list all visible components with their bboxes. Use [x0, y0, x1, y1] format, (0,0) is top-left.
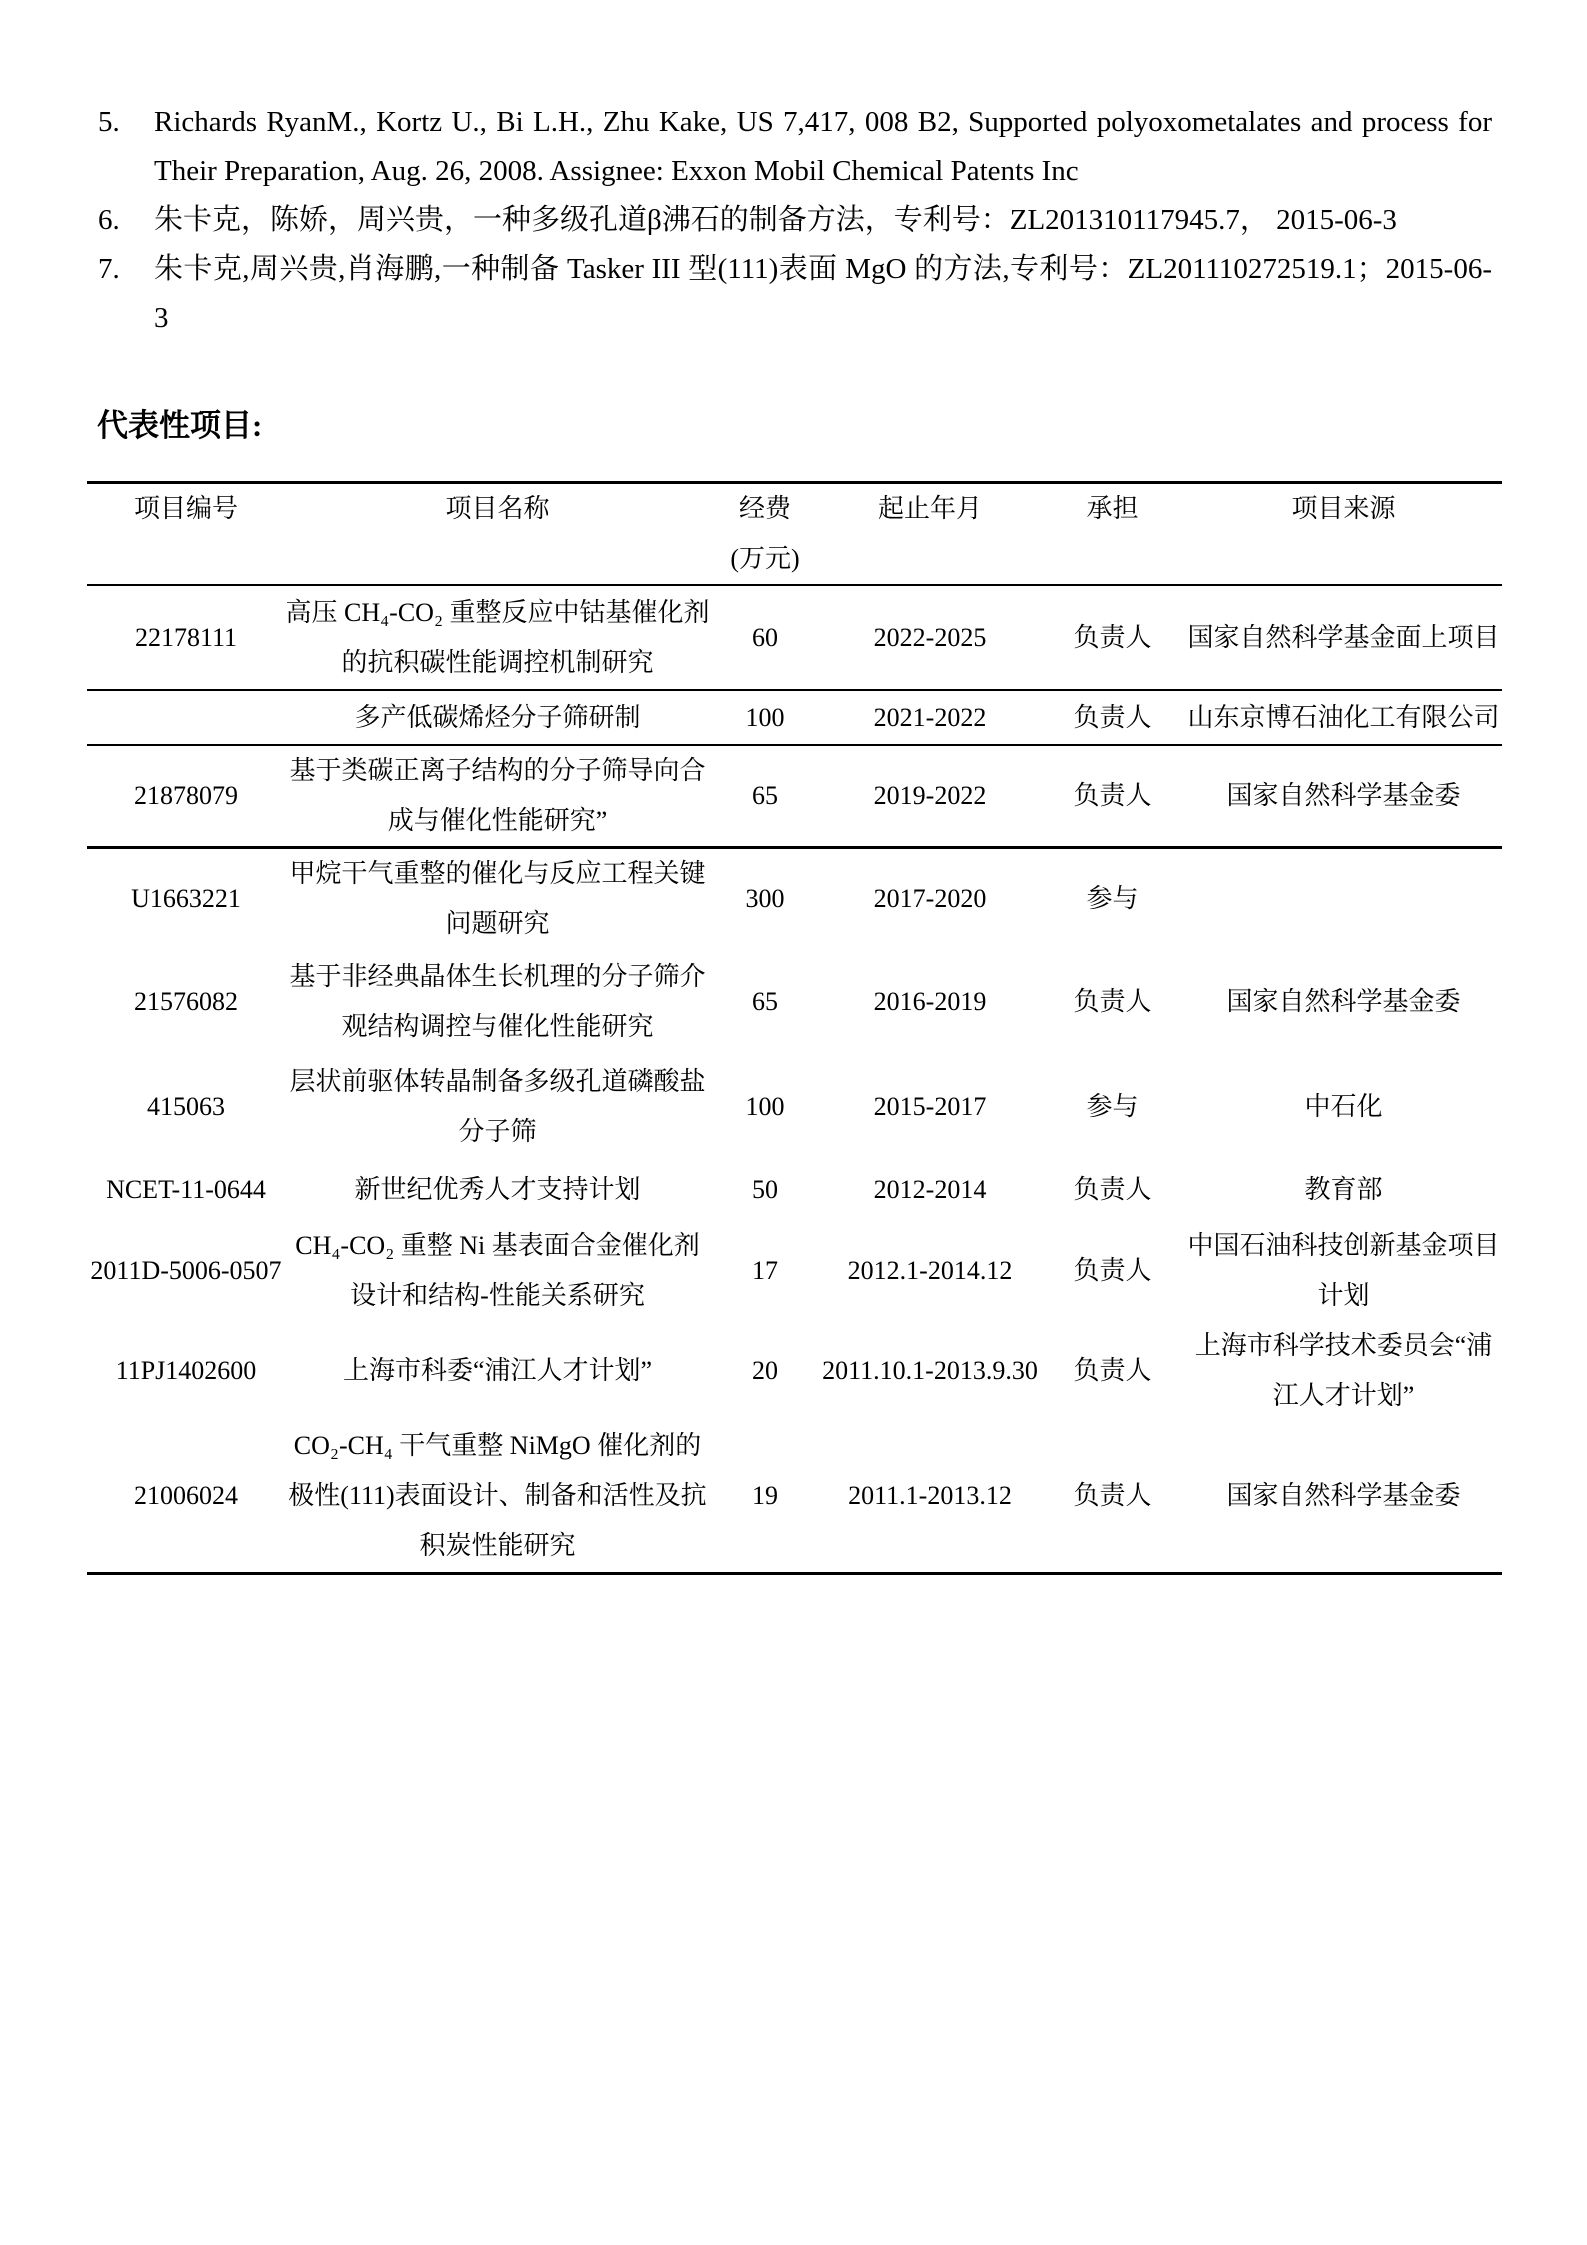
period-cell: 2017-2020 — [873, 884, 987, 913]
fund-cell: 65 — [752, 781, 778, 810]
project-name-cell: 多产低碳烯烃分子筛研制 — [354, 702, 641, 732]
fund-cell: 100 — [745, 702, 785, 732]
fund-cell: 17 — [752, 1256, 778, 1285]
patent-list — [98, 98, 1492, 343]
project-name-cell: 层状前驱体转晶制备多级孔道磷酸盐分子筛 — [289, 1066, 706, 1146]
table-row — [87, 848, 1502, 950]
source-cell: 国家自然科学基金委 — [1226, 781, 1461, 810]
period-cell: 2016-2019 — [873, 986, 987, 1016]
project-id-cell — [87, 690, 285, 745]
header-project-id: 项目编号 — [133, 494, 238, 523]
fund-cell: 50 — [752, 1175, 778, 1204]
role-cell: 负责人 — [1073, 1481, 1152, 1511]
projects-table-body — [87, 585, 1502, 1573]
project-id-cell: U1663221 — [131, 884, 241, 913]
role-cell: 参与 — [1086, 1091, 1139, 1121]
table-row — [87, 1321, 1502, 1421]
header-period: 起止年月 — [877, 494, 982, 523]
fund-cell: 20 — [752, 1356, 778, 1385]
source-cell — [1185, 848, 1502, 950]
project-name-cell: 上海市科委“浦江人才计划” — [342, 1356, 653, 1385]
role-cell: 负责人 — [1073, 1356, 1152, 1385]
period-cell: 2021-2022 — [873, 702, 987, 732]
period-cell: 2012.1-2014.12 — [847, 1256, 1013, 1285]
period-cell: 2022-2025 — [873, 622, 987, 652]
list-item-number: 7. — [98, 253, 120, 285]
role-cell: 负责人 — [1073, 781, 1152, 810]
project-id-cell: 21878079 — [134, 781, 238, 810]
role-cell: 负责人 — [1073, 1175, 1152, 1204]
project-name-cell: 高压 CH₄-CO₂ 重整反应中钴基催化剂的抗积碳性能调控机制研究 — [285, 597, 710, 677]
table-row — [87, 1221, 1502, 1321]
fund-cell: 19 — [752, 1481, 778, 1511]
list-item-text: Richards RyanM., Kortz U., Bi L.H., Zhu Kake, US 7,417, 008 B2, Supported polyoxometalates and process for Their Preparation, Aug. 26, 2008. Assignee: Exxon Mobil Chemical Patents Inc — [154, 106, 1492, 187]
source-cell: 中国石油科技创新基金项目计划 — [1187, 1231, 1500, 1310]
project-id-cell: 21576082 — [134, 986, 238, 1016]
header-fund-label: 经费 — [738, 494, 791, 523]
period-cell: 2019-2022 — [873, 781, 987, 810]
fund-cell: 60 — [752, 622, 778, 652]
project-name-cell: CO₂-CH₄ 干气重整 NiMgO 催化剂的极性(111)表面设计、制备和活性及抗积炭性能研究 — [288, 1431, 707, 1561]
project-name-cell: 基于非经典晶体生长机理的分子筛介观结构调控与催化性能研究 — [289, 961, 706, 1041]
project-id-cell: NCET-11-0644 — [106, 1175, 266, 1204]
table-row — [87, 1159, 1502, 1221]
project-id-cell: 22178111 — [134, 622, 238, 652]
list-item-text: 朱卡克，陈娇，周兴贵，一种多级孔道β沸石的制备方法，专利号：ZL201310117945.7， 2015-06-3 — [154, 204, 1397, 236]
project-id-cell: 2011D-5006-0507 — [90, 1256, 282, 1285]
table-row — [87, 690, 1502, 745]
header-row — [87, 483, 1502, 586]
source-cell: 国家自然科学基金面上项目 — [1187, 622, 1500, 652]
section-title: 代表性项目: — [97, 408, 263, 443]
fund-cell: 65 — [752, 986, 778, 1016]
source-cell: 上海市科学技术委员会“浦江人才计划” — [1194, 1331, 1493, 1410]
table-row — [87, 1421, 1502, 1573]
table-row — [87, 949, 1502, 1054]
projects-table-header — [87, 483, 1502, 586]
role-cell: 负责人 — [1073, 986, 1152, 1016]
project-id-cell: 415063 — [147, 1091, 225, 1121]
projects-table — [87, 481, 1502, 1575]
table-row — [87, 745, 1502, 848]
role-cell: 负责人 — [1073, 1256, 1152, 1285]
header-role: 承担 — [1086, 494, 1139, 523]
list-item-text: 朱卡克,周兴贵,肖海鹏,一种制备 Tasker III 型(111)表面 MgO 的方法,专利号：ZL201110272519.1；2015-06-3 — [154, 253, 1492, 334]
list-item-number: 6. — [98, 204, 120, 236]
source-cell: 国家自然科学基金委 — [1226, 986, 1461, 1016]
role-cell: 负责人 — [1073, 622, 1152, 652]
period-cell: 2011.1-2013.12 — [848, 1481, 1012, 1511]
fund-cell: 300 — [745, 884, 785, 913]
source-cell: 中石化 — [1304, 1091, 1383, 1121]
period-cell: 2015-2017 — [873, 1091, 987, 1121]
table-row — [87, 1054, 1502, 1159]
list-item-number: 5. — [98, 106, 120, 138]
role-cell: 参与 — [1086, 884, 1139, 913]
period-cell: 2011.10.1-2013.9.30 — [822, 1356, 1038, 1385]
role-cell: 负责人 — [1073, 702, 1152, 732]
list-item — [98, 245, 1492, 343]
source-cell: 山东京博石油化工有限公司 — [1187, 702, 1500, 732]
project-id-cell: 21006024 — [134, 1481, 238, 1511]
project-name-cell: 基于类碳正离子结构的分子筛导向合成与催化性能研究” — [289, 756, 706, 835]
fund-cell: 100 — [745, 1091, 785, 1121]
source-cell: 教育部 — [1304, 1175, 1383, 1204]
project-name-cell: CH₄-CO₂ 重整 Ni 基表面合金催化剂设计和结构-性能关系研究 — [295, 1231, 700, 1310]
project-name-cell: 甲烷干气重整的催化与反应工程关键问题研究 — [289, 859, 706, 938]
header-project-name: 项目名称 — [445, 494, 550, 523]
header-fund — [710, 483, 820, 586]
header-fund-unit: (万元) — [730, 544, 800, 573]
header-source: 项目来源 — [1291, 494, 1396, 523]
table-row — [87, 585, 1502, 690]
project-name-cell: 新世纪优秀人才支持计划 — [354, 1175, 641, 1204]
list-item — [98, 196, 1492, 245]
list-item — [98, 98, 1492, 196]
period-cell: 2012-2014 — [873, 1175, 987, 1204]
project-id-cell: 11PJ1402600 — [115, 1356, 257, 1385]
source-cell: 国家自然科学基金委 — [1226, 1481, 1461, 1511]
